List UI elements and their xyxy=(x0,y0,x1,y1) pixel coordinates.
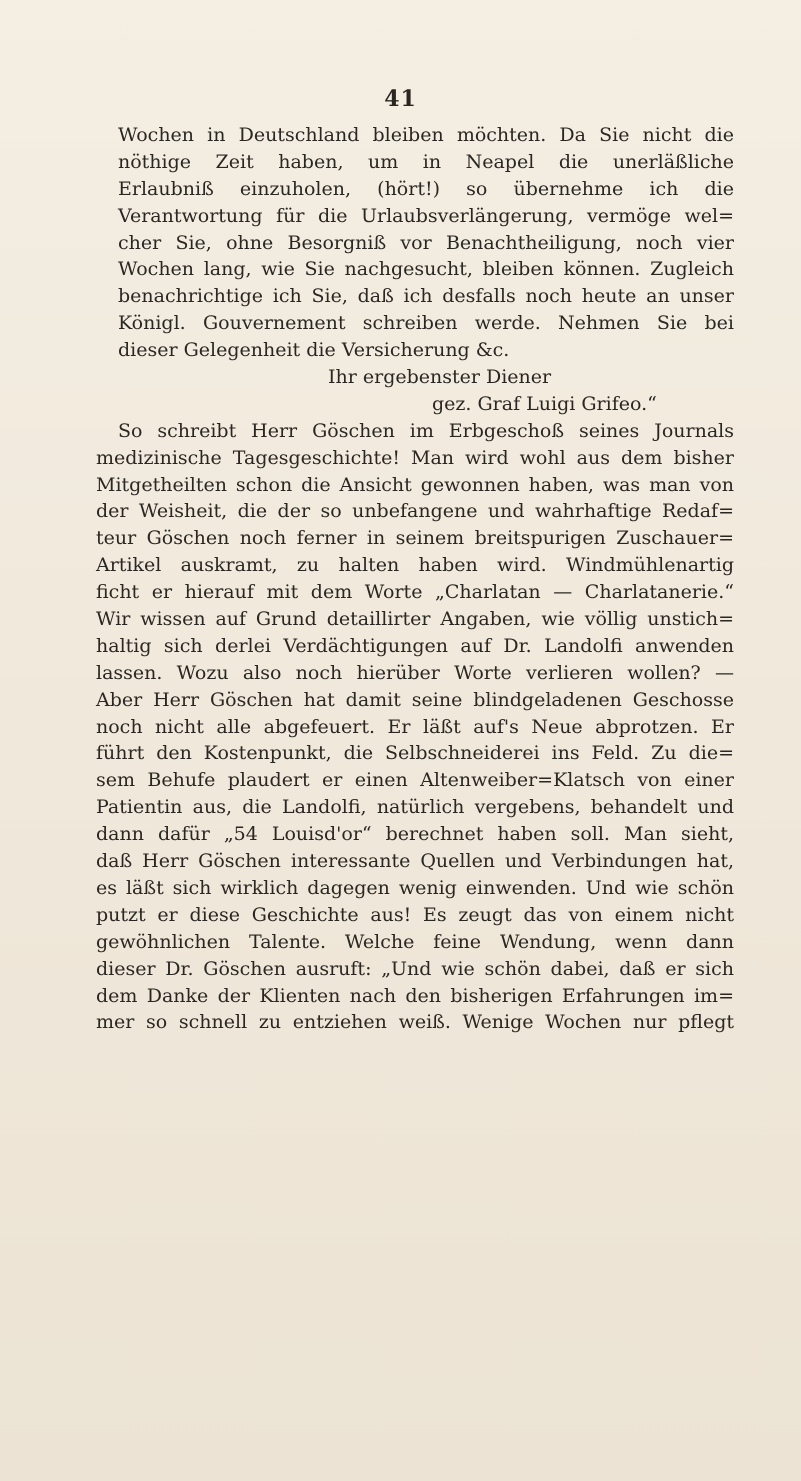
body-line: ficht er hierauf mit dem Worte „Charlatan — Charlatanerie.“ xyxy=(96,581,734,604)
body-line: noch nicht alle abgefeuert. Er läßt auf's Neue abprotzen. Er xyxy=(96,715,734,738)
body-line: Aber Herr Göschen hat damit seine blindgeladenen Geschosse xyxy=(96,688,734,711)
body-line: lassen. Wozu also noch hierüber Worte verlieren wollen? — xyxy=(96,661,734,684)
body-line: So schreibt Herr Göschen im Erbgeschoß seines Journals xyxy=(118,419,734,442)
letter-line: Wochen lang, wie Sie nachgesucht, bleiben können. Zugleich xyxy=(118,258,734,281)
letter-line: Wochen in Deutschland bleiben möchten. Da Sie nicht die xyxy=(118,124,734,146)
body-line: gewöhnlichen Talente. Welche feine Wendung, wenn dann xyxy=(96,930,734,953)
body-line: haltig sich derlei Verdächtigungen auf Dr. Landolfi anwenden xyxy=(96,634,734,657)
body-line: Mitgetheilten schon die Ansicht gewonnen haben, was man von xyxy=(96,473,734,496)
body-line: dann dafür „54 Louisd'or“ berechnet haben soll. Man sieht, xyxy=(96,823,734,846)
body-line: teur Göschen noch ferner in seinem breitspurigen Zuschauer= xyxy=(96,527,734,550)
body-line: dem Danke der Klienten nach den bisherigen Erfahrungen im= xyxy=(96,984,734,1007)
letter-line: cher Sie, ohne Besorgniß vor Benachtheiligung, noch vier xyxy=(118,231,734,254)
body-line: Wir wissen auf Grund detaillirter Angaben, wie völlig unstich= xyxy=(96,608,734,631)
page-number: 41 xyxy=(384,86,417,112)
body-line: Patientin aus, die Landolfi, natürlich vergebens, behandelt und xyxy=(96,796,734,819)
letter-line: Königl. Gouvernement schreiben werde. Nehmen Sie bei xyxy=(118,312,734,335)
body-line: Artikel auskramt, zu halten haben wird. Windmühlenartig xyxy=(96,554,734,577)
body-line: daß Herr Göschen interessante Quellen und Verbindungen hat, xyxy=(96,850,734,873)
body-line: der Weisheit, die der so unbefangene und wahrhaftige Redaf= xyxy=(96,500,734,523)
letter-line: Erlaubniß einzuholen, (hört!) so übernehme ich die xyxy=(118,177,734,200)
letter-line: benachrichtige ich Sie, daß ich desfalls noch heute an unser xyxy=(118,285,734,308)
body-line: dieser Dr. Göschen ausruft: „Und wie schön dabei, daß er sich xyxy=(96,957,734,980)
body-line: mer so schnell zu entziehen weiß. Wenige Wochen nur pflegt xyxy=(96,1011,734,1034)
letter-line: dieser Gelegenheit die Versicherung &c. xyxy=(118,339,510,362)
body-line: führt den Kostenpunkt, die Selbschneiderei ins Feld. Zu die= xyxy=(96,742,734,765)
letter-line: nöthige Zeit haben, um in Neapel die unerläßliche xyxy=(118,150,734,173)
text-block xyxy=(96,122,734,1036)
body-line: es läßt sich wirklich dagegen wenig einwenden. Und wie schön xyxy=(96,876,734,899)
letter-line: Verantwortung für die Urlaubsverlängerung, vermöge wel= xyxy=(118,204,734,227)
letter-closing: Ihr ergebenster Diener xyxy=(328,366,552,389)
body-line: sem Behufe plaudert er einen Altenweiber=Klatsch von einer xyxy=(96,769,734,792)
letter-signature: gez. Graf Luigi Grifeo.“ xyxy=(432,392,657,415)
body-line: medizinische Tagesgeschichte! Man wird wohl aus dem bisher xyxy=(96,446,734,469)
body-line: putzt er diese Geschichte aus! Es zeugt das von einem nicht xyxy=(96,903,734,926)
